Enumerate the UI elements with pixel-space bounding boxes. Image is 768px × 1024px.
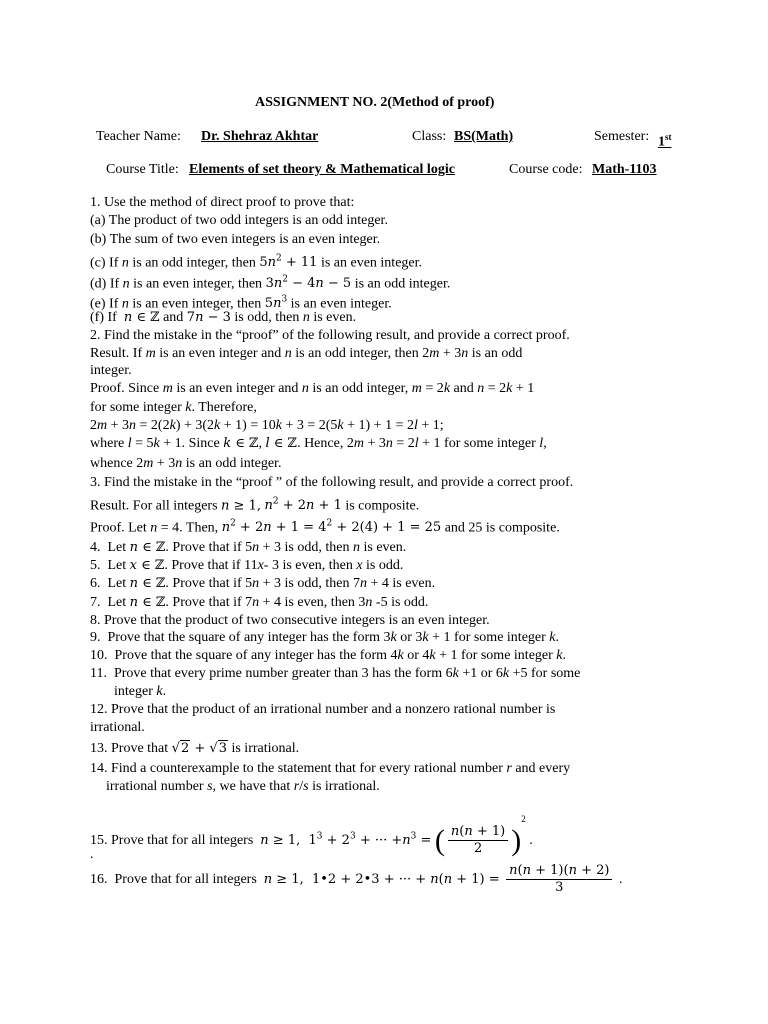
course-code-value: Math-1103 <box>592 162 657 177</box>
q6: 6. Let n ∈ ℤ. Prove that if 5n + 3 is odd, then 7n + 4 is even. <box>90 576 436 591</box>
q2-proof-2: for some integer k. Therefore, <box>90 400 257 415</box>
q3-result: Result. For all integers n ≥ 1, $n^2 + 2n + 1$ is composite. <box>90 497 420 514</box>
q2-proof-3: 2m + 3n = 2(2k) + 3(2k + 1) = 10k + 3 = 2(5k + 1) + 1 = 2l + 1; <box>90 418 444 433</box>
q16-fraction: $\frac{n(n + 1)(n + 2)}{3}$ <box>506 863 612 896</box>
q8: 8. Prove that the product of two consecutive integers is an even integer. <box>90 613 490 628</box>
semester-label: Semester: <box>594 129 650 144</box>
q2-intro: 2. Find the mistake in the “proof” of the following result, and provide a correct proof. <box>90 328 570 343</box>
course-title-label: Course Title: <box>106 162 179 177</box>
q1-f: (f) If n ∈ ℤ and 7n − 3 is odd, then n is even. <box>90 310 357 325</box>
q15-fraction: $\frac{n(n + 1)}{2}$ <box>448 824 508 857</box>
class-value: BS(Math) <box>454 129 514 144</box>
q16: 16. Prove that for all integers n ≥ 1, 1•2 + 2•3 + ··· + n(n + 1) = $\frac{n(n + 1)(n + 2)}{3}$ . <box>90 863 623 896</box>
q3-proof: Proof. Let n = 4. Then, $n^2 + 2n + 1 = 4^2 + 2(4) + 1 = 25$ and 25 is composite. <box>90 519 560 536</box>
q9: 9. Prove that the square of any integer has the form 3k or 3k + 1 for some integer k. <box>90 630 559 645</box>
q3-intro: 3. Find the mistake in the “proof ” of the following result, and provide a correct proof. <box>90 475 574 490</box>
semester-value <box>658 128 672 152</box>
teacher-label: Teacher Name: <box>96 129 181 144</box>
class-label: Class: <box>412 129 447 144</box>
q2-proof-5: whence 2m + 3n is an odd integer. <box>90 456 282 471</box>
q2-result: Result. If m is an even integer and n is an odd integer, then 2m + 3n is an odd <box>90 346 523 361</box>
q4: 4. Let n ∈ ℤ. Prove that if 5n + 3 is odd, then n is even. <box>90 540 407 555</box>
assignment-title: ASSIGNMENT NO. 2(Method of proof) <box>255 95 495 110</box>
q13: 13. Prove that √2 + √3 is irrational. <box>90 741 300 756</box>
q10: 10. Prove that the square of any integer has the form 4k or 4k + 1 for some integer k. <box>90 648 566 663</box>
q11-cont: integer k. <box>114 684 167 699</box>
q1-d: (d) If n is an even integer, then $3n^2 - 4n - 5$ is an odd integer. <box>90 275 451 292</box>
q1-intro: 1. Use the method of direct proof to prove that: <box>90 195 355 210</box>
q14-cont: irrational number s, we have that r/s is irrational. <box>106 779 380 794</box>
q2-result-cont: integer. <box>90 363 132 378</box>
q12-cont: irrational. <box>90 720 145 735</box>
q1-a: (a) The product of two odd integers is an odd integer. <box>90 213 388 228</box>
teacher-name: Dr. Shehraz Akhtar <box>201 129 319 144</box>
q14: 14. Find a counterexample to the statement that for every rational number r and every <box>90 761 571 776</box>
q15: 15. Prove that for all integers n ≥ 1, $1^3 + 2^3$ + ··· $+n^3$ = ( $\frac{n(n + 1)}{2}$ )$^2$ . <box>90 814 533 857</box>
q12: 12. Prove that the product of an irrational number and a nonzero rational number is <box>90 702 556 717</box>
q1-e: (e) If n is an even integer, then $5n^3$ is an even integer. <box>90 295 392 312</box>
stray-dot: . <box>90 847 94 862</box>
semester-number: 1 <box>658 134 665 150</box>
q1-b: (b) The sum of two even integers is an even integer. <box>90 232 381 247</box>
q2-proof-4: where l = 5k + 1. Since k ∈ ℤ, l ∈ ℤ. Hence, 2m + 3n = 2l + 1 for some integer l, <box>90 436 547 451</box>
q2-proof-1: Proof. Since m is an even integer and n is an odd integer, m = 2k and n = 2k + 1 <box>90 381 535 396</box>
q5: 5. Let x ∈ ℤ. Prove that if 11x- 3 is even, then x is odd. <box>90 558 404 573</box>
q7: 7. Let n ∈ ℤ. Prove that if 7n + 4 is even, then 3n -5 is odd. <box>90 595 429 610</box>
course-code-label: Course code: <box>509 162 583 177</box>
course-title-value: Elements of set theory & Mathematical logic <box>189 162 455 177</box>
q1-c: (c) If n is an odd integer, then $5n^2 + 11$ is an even integer. <box>90 254 423 271</box>
semester-suffix: st <box>665 132 672 142</box>
q11: 11. Prove that every prime number greater than 3 has the form 6k +1 or 6k +5 for some <box>90 666 581 681</box>
